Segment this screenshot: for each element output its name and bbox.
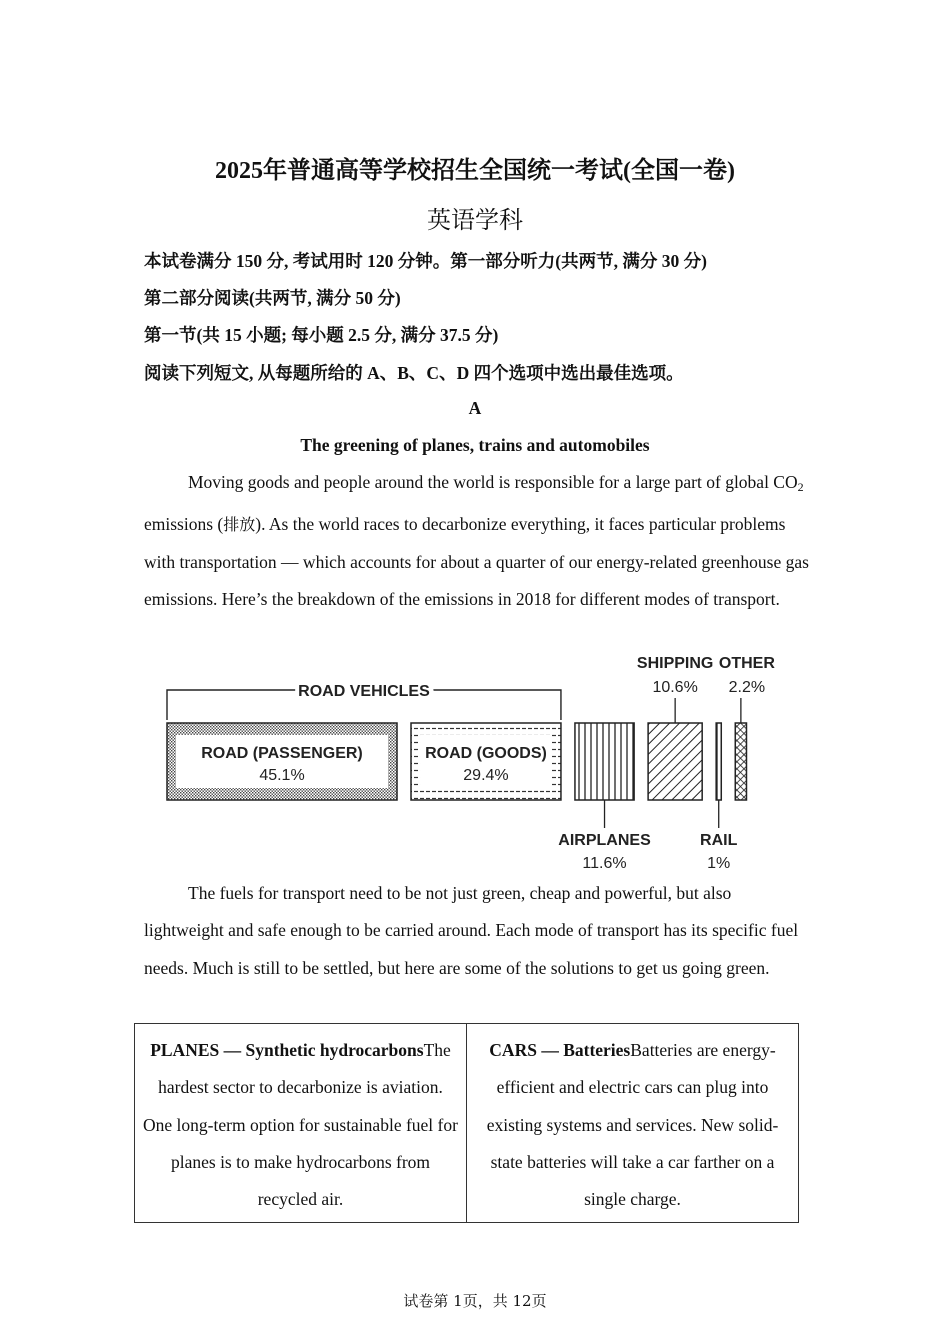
category-label-airplanes: AIRPLANES [558, 832, 651, 849]
exam-subject: 英语学科 [427, 208, 523, 234]
planes-body: The hardest sector to decarbonize is aviation. One long-term option for sustainable fuel for planes is to make hydrocarbons from recycled air. [143, 1040, 458, 1210]
value-label-road-passenger: 45.1% [259, 767, 305, 784]
paragraph-2 [144, 875, 814, 987]
instruction-line-1: 本试卷满分 150 分, 考试用时 120 分钟。第一部分听力(共两节, 满分 30 分) [144, 251, 707, 271]
value-label-rail: 1% [707, 855, 731, 872]
table-cell-cars [467, 1024, 799, 1223]
p1-chinese-gloss: 排放 [223, 515, 256, 535]
p1-text-c: ). As the world races to decarbonize everything, it faces particular problems with transportation — which accounts for about a quarter of our energy-related greenhouse gas emissions. Here’s the breakdown of the emissions in 2018 for different modes of transport. [144, 514, 809, 609]
category-label-rail: RAIL [700, 832, 738, 849]
p1-text-b: emissions ( [144, 514, 224, 535]
cars-heading: CARS — Batteries [489, 1040, 631, 1060]
instruction-line-3: 第一节(共 15 小题; 每小题 2.5 分, 满分 37.5 分) [144, 325, 499, 345]
bar-shipping [648, 723, 702, 800]
bar-other [735, 723, 746, 800]
table-cell-planes [135, 1024, 467, 1223]
instruction-line-2: 第二部分阅读(共两节, 满分 50 分) [144, 288, 401, 308]
instruction-line-4: 阅读下列短文, 从每题所给的 A、B、C、D 四个选项中选出最佳选项。 [144, 363, 684, 383]
bar-label-road-goods: ROAD (GOODS) [425, 745, 547, 762]
emissions-chart [150, 648, 790, 876]
category-label-shipping: SHIPPING [636, 655, 714, 672]
p1-subscript: 2 [797, 480, 804, 494]
bar-airplanes [575, 723, 634, 800]
bar-label-road-passenger: ROAD (PASSENGER) [201, 745, 363, 762]
cars-body: Batteries are energy-efficient and electric cars can plug into existing systems and services. New solid-state batteries will take a car farther on a single charge. [486, 1040, 779, 1210]
value-label-other: 2.2% [728, 679, 766, 696]
planes-heading: PLANES — Synthetic hydrocarbons [150, 1040, 424, 1060]
exam-title: 2025年普通高等学校招生全国统一考试(全国一卷) [215, 158, 735, 184]
value-label-shipping: 10.6% [652, 679, 698, 696]
road-vehicles-label: ROAD VEHICLES [298, 683, 430, 700]
bar-rail [716, 723, 721, 800]
fuel-solutions-table [134, 1023, 799, 1223]
value-label-road-goods: 29.4% [463, 767, 509, 784]
table-row [135, 1024, 799, 1223]
paragraph-1 [144, 464, 814, 618]
value-label-airplanes: 11.6% [582, 855, 627, 872]
p2-text: The fuels for transport need to be not just green, cheap and powerful, but also lightweight and safe enough to be carried around. Each mode of transport has its specific fuel needs. Much is still to be settled, but here are some of the solutions to get us going green. [144, 883, 799, 978]
p1-text-a: Moving goods and people around the world is responsible for a large part of global CO [188, 472, 798, 492]
category-label-other: OTHER [718, 655, 775, 672]
passage-letter: A [468, 398, 482, 418]
passage-title: The greening of planes, trains and automobiles [300, 435, 650, 455]
page-footer: 试卷第 1页，共 12页 [403, 1292, 547, 1310]
